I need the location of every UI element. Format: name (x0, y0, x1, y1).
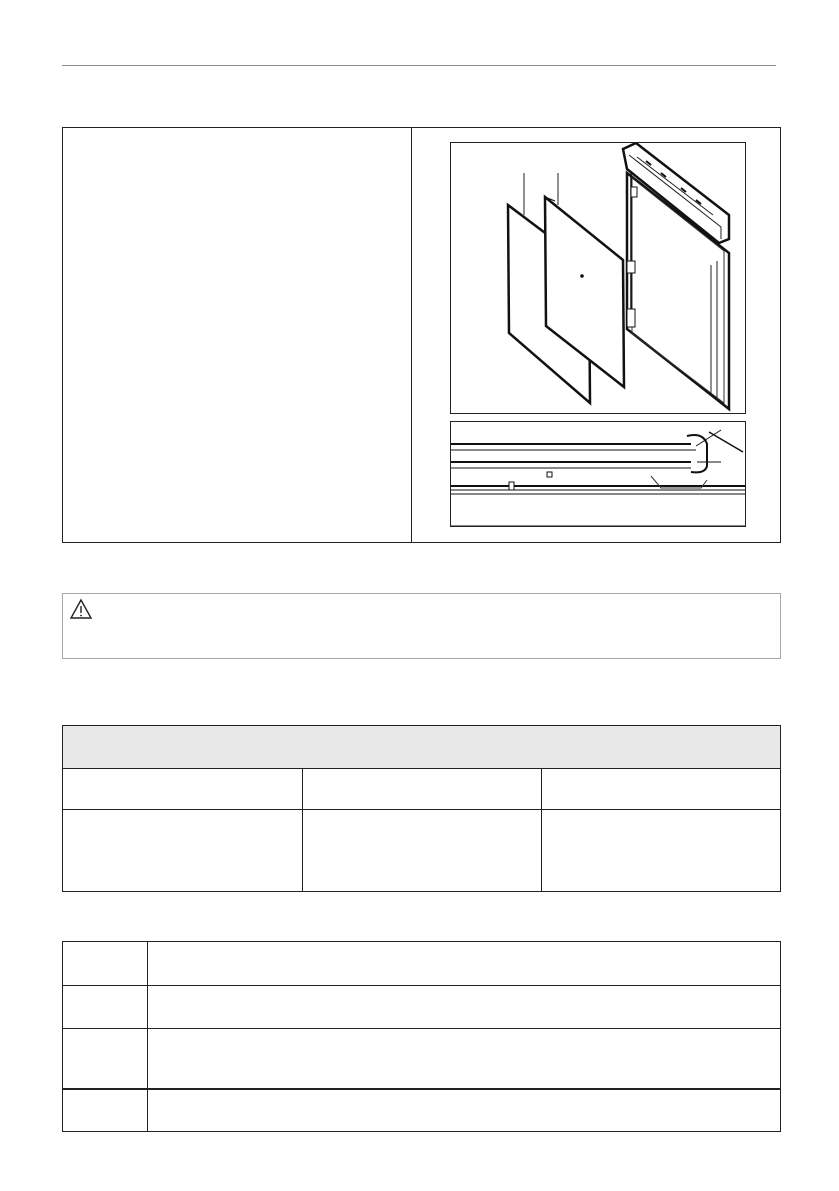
data-table (62, 725, 781, 892)
table-header (63, 726, 780, 769)
door-glass-cross-section-illustration (450, 421, 746, 527)
header-rule (62, 65, 776, 66)
table-row (63, 986, 780, 1029)
oven-door-drawing (451, 143, 745, 413)
steps-table (62, 941, 781, 1132)
warning-triangle-icon (69, 598, 93, 620)
oven-door-glass-panels-illustration (450, 142, 746, 414)
column-divider (541, 768, 542, 891)
table-row (63, 768, 780, 810)
table-row (63, 810, 780, 891)
column-divider (147, 942, 148, 1131)
table-row (63, 942, 780, 986)
figure-box (62, 127, 781, 543)
figure-text-panel (63, 128, 412, 542)
table-row (63, 1029, 780, 1090)
table-row (63, 1090, 780, 1132)
column-divider (302, 768, 303, 891)
cross-section-drawing (451, 422, 745, 526)
warning-box (62, 593, 781, 659)
